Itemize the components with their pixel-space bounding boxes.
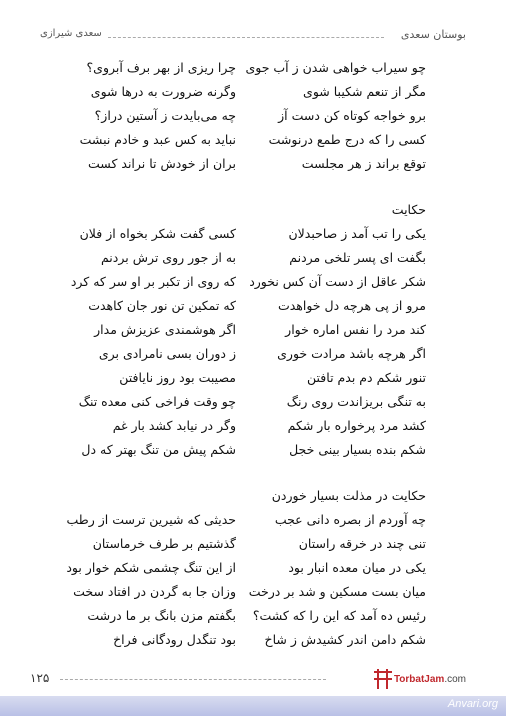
verse-row bbox=[0, 558, 506, 578]
verse-first-hemistich: شکم بنده بسیار بینی خجل bbox=[289, 442, 426, 457]
section-heading: حکایت در مذلت بسیار خوردن bbox=[271, 488, 426, 503]
verse-second-hemistich: وگر در نیابد کشد بار غم bbox=[112, 418, 236, 433]
verse-first-hemistich: شکر عاقل از دست آن کس نخورد bbox=[249, 274, 426, 289]
verse-first-hemistich: مرو از پی هرچه دل خواهدت bbox=[277, 298, 426, 313]
book-title: بوستان سعدی bbox=[400, 28, 466, 41]
verse-row bbox=[0, 534, 506, 554]
verse-first-hemistich: بگفت ای پسر تلخی مردنم bbox=[289, 250, 426, 265]
verse-second-hemistich: بران از خودش تا نراند کست bbox=[88, 156, 236, 171]
section-heading-row bbox=[0, 486, 506, 506]
verse-first-hemistich: به تنگی بریزاندت روی رنگ bbox=[286, 394, 426, 409]
verse-second-hemistich: بود تنگدل رودگانی فراخ bbox=[113, 632, 236, 647]
verse-second-hemistich: چو وقت فراخی کنی معده تنگ bbox=[78, 394, 236, 409]
verse-first-hemistich: توقع براند ز هر مجلست bbox=[301, 156, 426, 171]
verse-row bbox=[0, 368, 506, 388]
watermark-text[interactable]: Anvari.org bbox=[447, 698, 498, 710]
page-header bbox=[40, 28, 466, 46]
verse-second-hemistich: وگرنه ضرورت به درها شوی bbox=[90, 84, 236, 99]
verse-row bbox=[0, 416, 506, 436]
watermark-bar bbox=[0, 696, 506, 716]
verse-second-hemistich: مصیبت بود روز نایافتن bbox=[119, 370, 236, 385]
verse-row bbox=[0, 630, 506, 650]
verse-row bbox=[0, 582, 506, 602]
verse-second-hemistich: گذشتیم بر طرف خرماستان bbox=[92, 536, 236, 551]
verse-row bbox=[0, 154, 506, 174]
verse-first-hemistich: کشد مرد پرخواره بار شکم bbox=[287, 418, 426, 433]
verse-first-hemistich: تنور شکم دم بدم تافتن bbox=[307, 370, 426, 385]
verse-row bbox=[0, 392, 506, 412]
verse-second-hemistich: وزان جا به گردن در افتاد سخت bbox=[73, 584, 236, 599]
logo-text bbox=[394, 674, 466, 685]
verse-first-hemistich: برو خواجه کوتاه کن دست آز bbox=[278, 108, 426, 123]
verse-first-hemistich: رئیس ده آمد که این را که کشت؟ bbox=[252, 608, 426, 623]
poet-name: سعدی شیرازی bbox=[40, 28, 102, 39]
verse-second-hemistich: از این تنگ چشمی شکم خوار بود bbox=[66, 560, 236, 575]
verse-second-hemistich: حدیثی که شیرین ترست از رطب bbox=[66, 512, 236, 527]
footer-divider bbox=[60, 679, 326, 680]
section-heading-row bbox=[0, 200, 506, 220]
verse-second-hemistich: نباید به کس عبد و خادم نبشت bbox=[79, 132, 236, 147]
verse-first-hemistich: تنی چند در خرقه راستان bbox=[298, 536, 426, 551]
verse-row bbox=[0, 440, 506, 460]
verse-row bbox=[0, 106, 506, 126]
logo-mark-icon bbox=[374, 669, 392, 689]
verse-first-hemistich: یکی در میان معده انبار بود bbox=[288, 560, 426, 575]
verse-row bbox=[0, 510, 506, 530]
verse-row bbox=[0, 606, 506, 626]
verse-first-hemistich: چو سیراب خواهی شدن ز آب جوی bbox=[245, 60, 426, 75]
verse-row bbox=[0, 248, 506, 268]
logo-brand: TorbatJam bbox=[393, 673, 445, 685]
verse-row bbox=[0, 82, 506, 102]
verse-second-hemistich: بگفتم مزن بانگ بر ما درشت bbox=[87, 608, 236, 623]
header-divider bbox=[108, 37, 384, 38]
verse-first-hemistich: کسی را که درج طمع درنوشت bbox=[268, 132, 426, 147]
verse-second-hemistich: ز دوران بسی نامرادی بری bbox=[98, 346, 236, 361]
verse-row bbox=[0, 272, 506, 292]
verse-second-hemistich: کسی گفت شکر بخواه از فلان bbox=[79, 226, 236, 241]
verse-first-hemistich: اگر هرچه باشد مرادت خوری bbox=[277, 346, 426, 361]
verse-row bbox=[0, 296, 506, 316]
verse-second-hemistich: چه می‌بایدت ز آستین دراز؟ bbox=[94, 108, 236, 123]
verse-second-hemistich: به از جور روی ترش بردنم bbox=[100, 250, 236, 265]
verse-first-hemistich: چه آوردم از بصره دانی عجب bbox=[274, 512, 426, 527]
logo-tld: .com bbox=[444, 673, 466, 685]
verse-row bbox=[0, 320, 506, 340]
section-heading: حکایت bbox=[391, 202, 426, 217]
verse-row bbox=[0, 224, 506, 244]
verse-second-hemistich: چرا ریزی از بهر برف آبروی؟ bbox=[86, 60, 236, 75]
verse-first-hemistich: میان بست مسکین و شد بر درخت bbox=[248, 584, 426, 599]
verse-row bbox=[0, 58, 506, 78]
verse-row bbox=[0, 130, 506, 150]
verse-first-hemistich: شکم دامن اندر کشیدش ز شاخ bbox=[264, 632, 426, 647]
verse-first-hemistich: مگر از تنعم شکیبا شوی bbox=[303, 84, 426, 99]
verse-second-hemistich: که تمکین تن نور جان کاهدت bbox=[88, 298, 236, 313]
verse-first-hemistich: یکی را تب آمد ز صاحبدلان bbox=[288, 226, 426, 241]
page-number: ۱۲۵ bbox=[30, 671, 50, 685]
verse-second-hemistich: شکم پیش من تنگ بهتر که دل bbox=[81, 442, 236, 457]
verse-first-hemistich: کند مرد را نفس اماره خوار bbox=[285, 322, 426, 337]
verse-second-hemistich: اگر هوشمندی عزیزش مدار bbox=[94, 322, 236, 337]
torbatjam-logo[interactable] bbox=[374, 668, 466, 690]
page-footer bbox=[30, 668, 466, 690]
verse-second-hemistich: که روی از تکبر بر او سر که کرد bbox=[70, 274, 236, 289]
verse-row bbox=[0, 344, 506, 364]
